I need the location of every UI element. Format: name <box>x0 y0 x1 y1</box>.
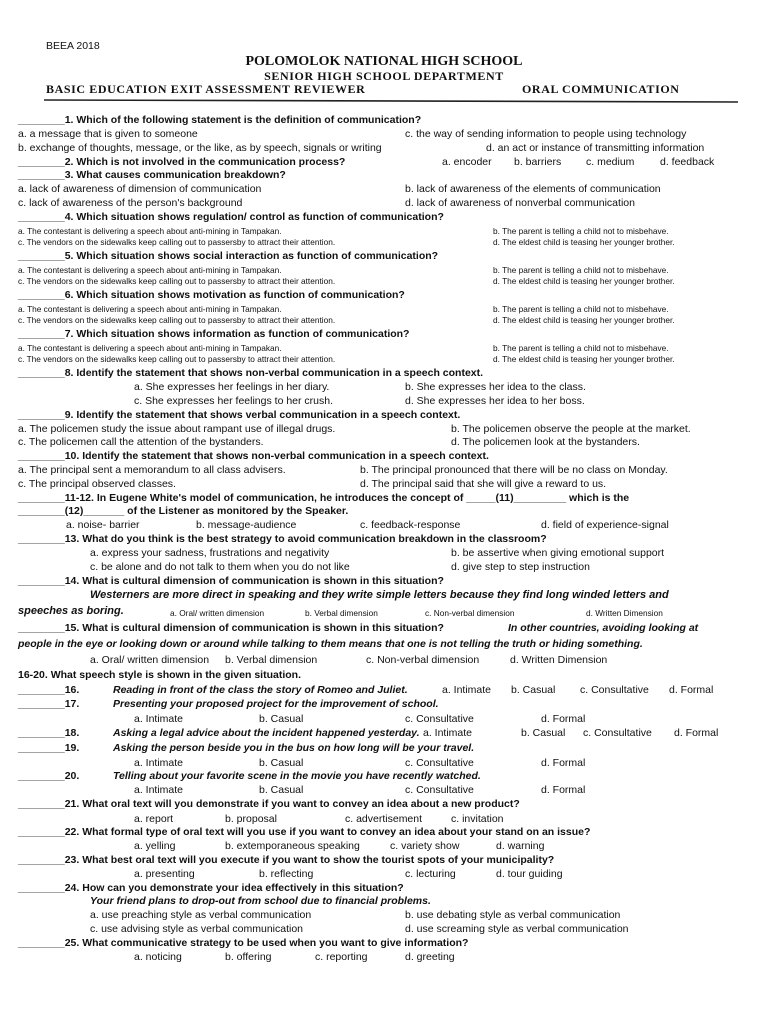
option-13b: b. be assertive when giving emotional support <box>451 547 665 559</box>
option-16d: d. Formal <box>669 684 714 696</box>
option-23d: d. tour guiding <box>496 868 563 880</box>
option-7a: a. The contestant is delivering a speech about anti-mining in Tampakan. <box>18 343 282 353</box>
option-25b: b. offering <box>225 951 272 963</box>
question-5: ________5. Which situation shows social interaction as function of communication? <box>18 250 439 262</box>
question-1: ________1. Which of the following statement is the definition of communication? <box>18 114 422 126</box>
question-23: ________23. What best oral text will you execute if you want to show the tourist spots of your municipality? <box>18 854 555 866</box>
option-14c: c. Non-verbal dimension <box>425 608 515 618</box>
question-15: ________15. What is cultural dimension of communication is shown in this situation? <box>18 622 444 634</box>
subject-title: ORAL COMMUNICATION <box>522 82 680 96</box>
question-18: Asking a legal advice about the incident happened yesterday. <box>113 727 420 739</box>
option-7d: d. The eldest child is teasing her younger brother. <box>493 354 675 364</box>
option-13c: c. be alone and do not talk to them when you do not like <box>90 561 350 573</box>
question-16: Reading in front of the class the story of Romeo and Juliet. <box>113 684 408 696</box>
option-17a: a. Intimate <box>134 713 184 725</box>
option-14d: d. Written Dimension <box>586 608 663 618</box>
question-20-number: ________20. <box>18 770 80 782</box>
option-13d: d. give step to step instruction <box>451 561 590 573</box>
option-23b: b. reflecting <box>259 868 314 880</box>
question-10: ________10. Identify the statement that shows non-verbal communication in a speech context. <box>18 450 489 462</box>
option-5a: a. The contestant is delivering a speech about anti-mining in Tampakan. <box>18 265 282 275</box>
option-20d: d. Formal <box>541 784 586 796</box>
option-16c: c. Consultative <box>580 684 649 696</box>
question-18-number: ________18. <box>18 727 80 739</box>
option-17d: d. Formal <box>541 713 586 725</box>
option-21c: c. advertisement <box>345 813 423 825</box>
option-3c: c. lack of awareness of the person's background <box>18 197 243 209</box>
option-15c: c. Non-verbal dimension <box>366 654 480 666</box>
option-20a: a. Intimate <box>134 784 184 796</box>
question-16-number: ________16. <box>18 684 80 696</box>
option-18c: c. Consultative <box>583 727 652 739</box>
question-6: ________6. Which situation shows motivation as function of communication? <box>18 289 405 301</box>
reviewer-title: BASIC EDUCATION EXIT ASSESSMENT REVIEWER <box>46 82 366 96</box>
option-19d: d. Formal <box>541 757 586 769</box>
option-20c: c. Consultative <box>405 784 474 796</box>
question-24: ________24. How can you demonstrate your idea effectively in this situation? <box>18 882 404 894</box>
option-17c: c. Consultative <box>405 713 474 725</box>
option-23c: c. lecturing <box>405 868 456 880</box>
question-17: Presenting your proposed project for the improvement of school. <box>113 698 439 710</box>
option-8d: d. She expresses her idea to her boss. <box>405 395 585 407</box>
option-19c: c. Consultative <box>405 757 474 769</box>
option-15d: d. Written Dimension <box>510 654 608 666</box>
option-17b: b. Casual <box>259 713 304 725</box>
question-2: ________2. Which is not involved in the communication process? <box>18 156 346 168</box>
option-14a: a. Oral/ written dimension <box>170 608 265 618</box>
option-21b: b. proposal <box>225 813 277 825</box>
option-20b: b. Casual <box>259 784 304 796</box>
option-22b: b. extemporaneous speaking <box>225 840 360 852</box>
option-25d: d. greeting <box>405 951 455 963</box>
option-5c: c. The vendors on the sidewalks keep calling out to passersby to attract their attention. <box>18 276 336 286</box>
option-24b: b. use debating style as verbal communication <box>405 909 621 921</box>
option-9b: b. The policemen observe the people at the market. <box>451 423 691 435</box>
option-15a: a. Oral/ written dimension <box>90 654 210 666</box>
option-7c: c. The vendors on the sidewalks keep calling out to passersby to attract their attention. <box>18 354 336 364</box>
question-25: ________25. What communicative strategy to be used when you want to give information? <box>18 937 469 949</box>
option-16b: b. Casual <box>511 684 556 696</box>
option-19a: a. Intimate <box>134 757 184 769</box>
option-23a: a. presenting <box>134 868 195 880</box>
option-25c: c. reporting <box>315 951 368 963</box>
school-name: POLOMOLOK NATIONAL HIGH SCHOOL <box>245 54 523 69</box>
situation-24: Your friend plans to drop-out from school due to financial problems. <box>90 895 431 907</box>
option-11c: c. feedback-response <box>360 519 461 531</box>
question-8: ________8. Identify the statement that shows non-verbal communication in a speech context. <box>18 367 484 379</box>
option-6c: c. The vendors on the sidewalks keep calling out to passersby to attract their attention. <box>18 315 336 325</box>
option-10a: a. The principal sent a memorandum to all class advisers. <box>18 464 286 476</box>
option-10c: c. The principal observed classes. <box>18 478 176 490</box>
question-9: ________9. Identify the statement that shows verbal communication in a speech context. <box>18 409 461 421</box>
option-2c: c. medium <box>586 156 635 168</box>
option-10d: d. The principal said that she will give a reward to us. <box>360 478 607 490</box>
option-9c: c. The policemen call the attention of the bystanders. <box>18 436 264 448</box>
option-6d: d. The eldest child is teasing her younger brother. <box>493 315 675 325</box>
option-3a: a. lack of awareness of dimension of communication <box>18 183 262 195</box>
option-4c: c. The vendors on the sidewalks keep calling out to passersby to attract their attention. <box>18 237 336 247</box>
question-3: ________3. What causes communication breakdown? <box>18 169 286 181</box>
option-5d: d. The eldest child is teasing her younger brother. <box>493 276 675 286</box>
department-name: SENIOR HIGH SCHOOL DEPARTMENT <box>264 69 504 83</box>
option-16a: a. Intimate <box>442 684 492 696</box>
option-11b: b. message-audience <box>196 519 297 531</box>
option-10b: b. The principal pronounced that there will be no class on Monday. <box>360 464 668 476</box>
option-18d: d. Formal <box>674 727 719 739</box>
option-2a: a. encoder <box>442 156 492 168</box>
option-13a: a. express your sadness, frustrations and negativity <box>90 547 330 559</box>
situation-15-line2: people in the eye or looking down or around while talking to them means that one is not telling the truth or hiding something. <box>18 638 643 650</box>
question-20: Telling about your favorite scene in the movie you have recently watched. <box>113 770 481 782</box>
question-4: ________4. Which situation shows regulation/ control as function of communication? <box>18 211 444 223</box>
situation-14-line1: Westerners are more direct in speaking and they write simple letters because they find long winded letters and <box>90 589 669 601</box>
option-3d: d. lack of awareness of nonverbal communication <box>405 197 635 209</box>
question-19: Asking the person beside you in the bus on how long will be your travel. <box>113 742 475 754</box>
option-3b: b. lack of awareness of the elements of communication <box>405 183 661 195</box>
situation-14-line2: speeches as boring. <box>18 605 124 617</box>
option-9d: d. The policemen look at the bystanders. <box>451 436 640 448</box>
option-4a: a. The contestant is delivering a speech about anti-mining in Tampakan. <box>18 226 282 236</box>
option-14b: b. Verbal dimension <box>305 608 378 618</box>
option-22d: d. warning <box>496 840 545 852</box>
option-8b: b. She expresses her idea to the class. <box>405 381 586 393</box>
option-6a: a. The contestant is delivering a speech about anti-mining in Tampakan. <box>18 304 282 314</box>
situation-15-line1: In other countries, avoiding looking at <box>508 622 699 634</box>
option-19b: b. Casual <box>259 757 304 769</box>
option-4b: b. The parent is telling a child not to misbehave. <box>493 226 669 236</box>
question-11-12: ________11-12. In Eugene White's model of communication, he introduces the concept of _____(11)_________ which is the <box>18 492 630 504</box>
option-21d: c. invitation <box>451 813 504 825</box>
option-1b: b. exchange of thoughts, message, or the like, as by speech, signals or writing <box>18 142 382 154</box>
option-1a: a. a message that is given to someone <box>18 128 198 140</box>
option-11a: a. noise- barrier <box>66 519 140 531</box>
option-21a: a. report <box>134 813 174 825</box>
option-15b: b. Verbal dimension <box>225 654 318 666</box>
option-5b: b. The parent is telling a child not to misbehave. <box>493 265 669 275</box>
question-22: ________22. What formal type of oral text will you use if you want to convey an idea about your stand on an issue? <box>18 826 591 838</box>
option-18a: a. Intimate <box>423 727 473 739</box>
option-24a: a. use preaching style as verbal communication <box>90 909 312 921</box>
section-16-20-instruction: 16-20. What speech style is shown in the given situation. <box>18 669 301 681</box>
option-1c: c. the way of sending information to people using technology <box>405 128 687 140</box>
option-24d: d. use screaming style as verbal communication <box>405 923 629 935</box>
question-13: ________13. What do you think is the best strategy to avoid communication breakdown in the classroom? <box>18 533 547 545</box>
question-21: ________21. What oral text will you demonstrate if you want to convey an idea about a new product? <box>18 798 520 810</box>
option-6b: b. The parent is telling a child not to misbehave. <box>493 304 669 314</box>
option-22a: a. yelling <box>134 840 176 852</box>
question-19-number: ________19. <box>18 742 80 754</box>
option-11d: d. field of experience-signal <box>541 519 669 531</box>
option-7b: b. The parent is telling a child not to misbehave. <box>493 343 669 353</box>
exam-code: BEEA 2018 <box>46 40 100 52</box>
option-22c: c. variety show <box>390 840 460 852</box>
option-9a: a. The policemen study the issue about rampant use of illegal drugs. <box>18 423 336 435</box>
option-4d: d. The eldest child is teasing her younger brother. <box>493 237 675 247</box>
option-2b: b. barriers <box>514 156 562 168</box>
option-1d: d. an act or instance of transmitting information <box>486 142 705 154</box>
question-7: ________7. Which situation shows information as function of communication? <box>18 328 410 340</box>
question-14: ________14. What is cultural dimension of communication is shown in this situation? <box>18 575 444 587</box>
question-11-12-cont: ________(12)_______ of the Listener as monitored by the Speaker. <box>18 505 349 517</box>
option-8a: a. She expresses her feelings in her diary. <box>134 381 330 393</box>
option-8c: c. She expresses her feelings to her crush. <box>134 395 334 407</box>
option-24c: c. use advising style as verbal communication <box>90 923 304 935</box>
question-17-number: ________17. <box>18 698 80 710</box>
option-2d: d. feedback <box>660 156 715 168</box>
option-18b: b. Casual <box>521 727 566 739</box>
option-25a: a. noticing <box>134 951 182 963</box>
